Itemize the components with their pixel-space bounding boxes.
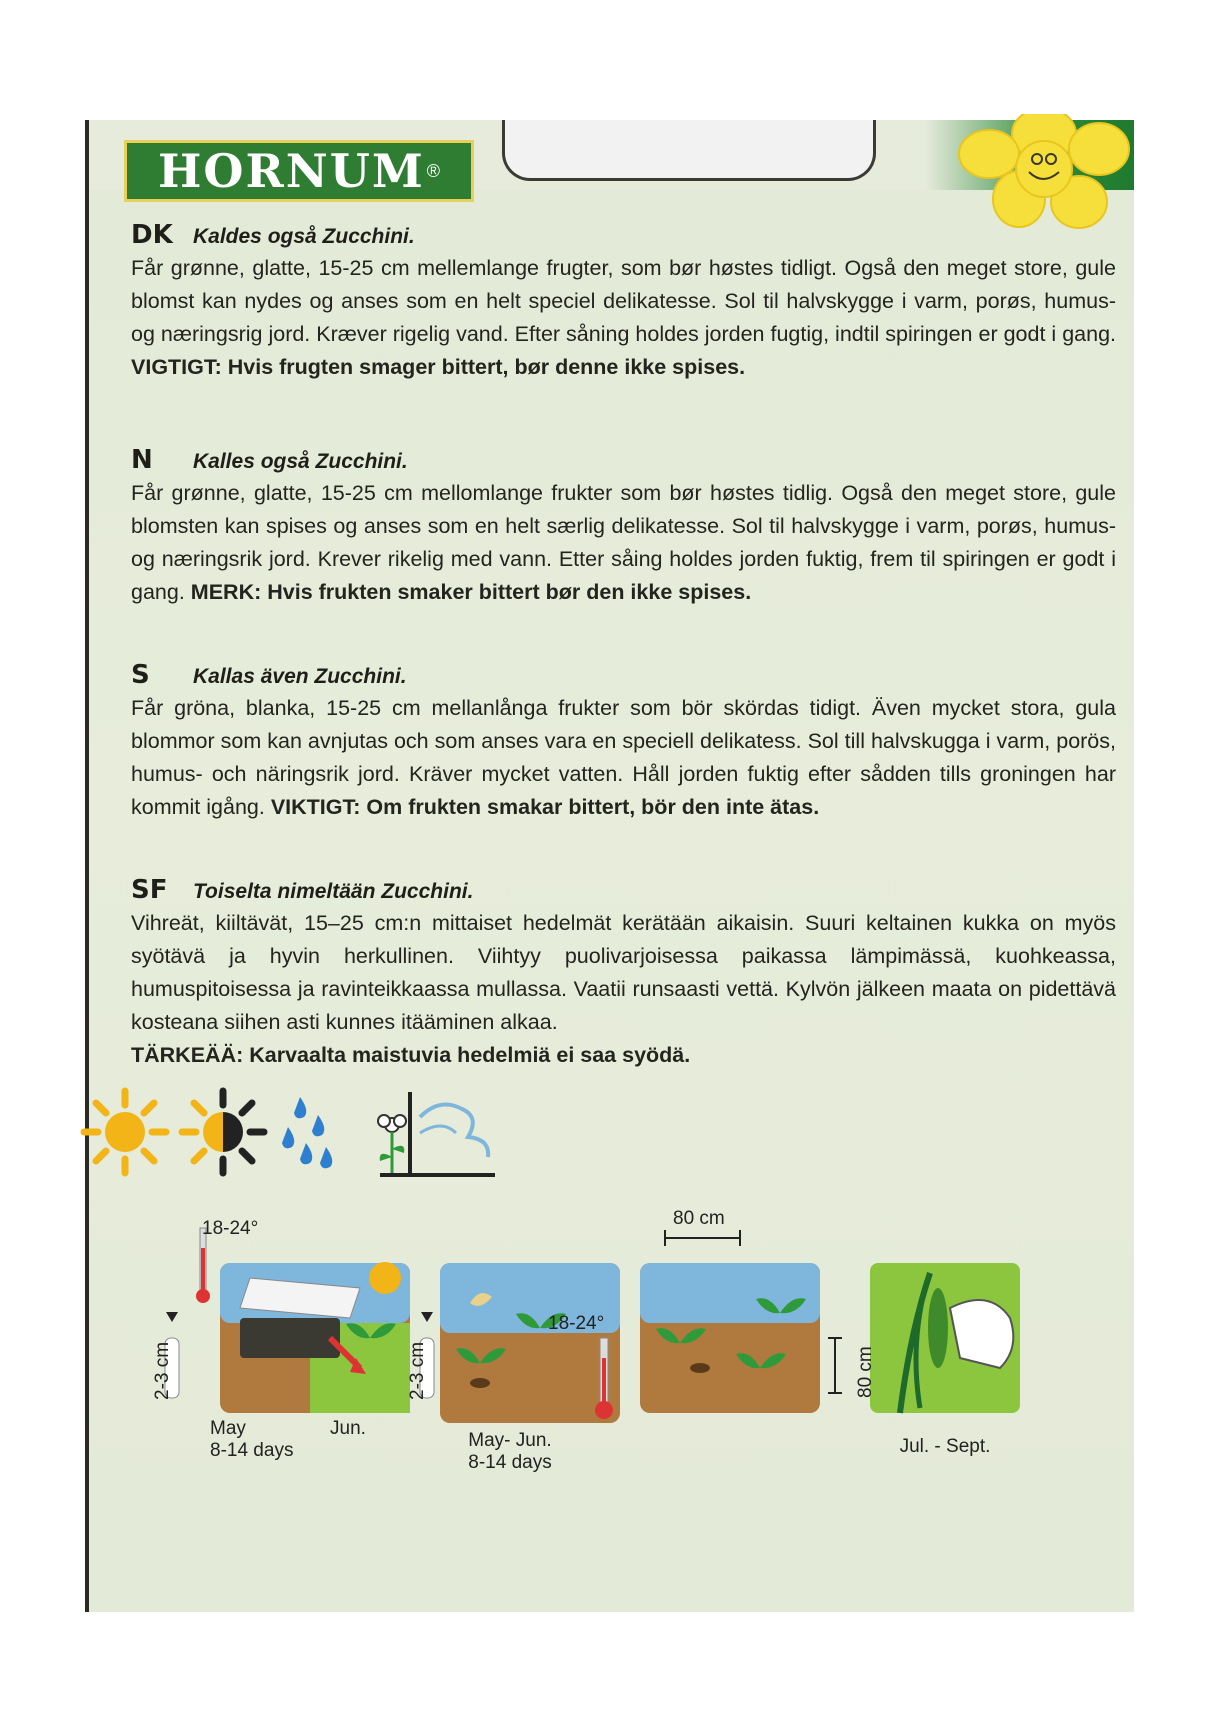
section-n xyxy=(131,445,1116,609)
language-code: S xyxy=(131,660,150,690)
indoor-temp-label: 18-24° xyxy=(202,1218,259,1239)
indoor-days-label: 8-14 days xyxy=(210,1440,294,1461)
section-warning: MERK: Hvis frukten smaker bittert bør den ikke spises. xyxy=(190,580,752,604)
wind-shelter-icon xyxy=(378,1092,495,1175)
section-text xyxy=(131,252,1116,384)
brand-name: HORNUM xyxy=(157,144,425,198)
section-body: Vihreät, kiiltävät, 15–25 cm:n mittaiset hedelmät kerätään aikaisin. Suuri keltainen kukka on myös syötävä ja hyvin herkullinen. Viihtyy puolivarjoisessa paikassa lämpimässä, kuohkeassa, humuspitoisessa ja ravinteikkaassa mullassa. Vaatii runsaasti vettä. Kylvön jälkeen maata on pidettävä kosteana siihen asti kunnes itääminen alkaa. xyxy=(131,911,1116,1034)
section-text xyxy=(131,907,1116,1072)
section-subtitle: Kallas även Zucchini. xyxy=(193,665,407,688)
outdoor-depth-label: 2-3 cm xyxy=(407,1341,428,1400)
harvest-panel xyxy=(870,1263,1020,1413)
plant-spacing-label: 80 cm xyxy=(855,1346,876,1398)
section-text xyxy=(131,692,1116,824)
language-code: DK xyxy=(131,220,173,250)
transplant-month-label: Jun. xyxy=(330,1418,366,1439)
section-subtitle: Kalles også Zucchini. xyxy=(193,450,408,473)
section-warning: VIGTIGT: Hvis frugten smager bittert, bør denne ikke spises. xyxy=(131,355,746,379)
section-body: Får grønne, glatte, 15-25 cm mellemlange frugter, som bør høstes tidligt. Også den meget store, gule blomst kan nydes og anses som en helt speciel delikatesse. Sol til halvskygge i varm, porøs, humus- og næringsrig jord. Kræver rigelig vand. Efter såning holdes jorden fugtig, indtil spiringen er godt i gang. xyxy=(131,256,1116,346)
section-body: Får gröna, blanka, 15-25 cm mellanlånga frukter som bör skördas tidigt. Även mycket stora, gula blommor som kan avnjutas och som anses vara en speciell delikatess. Sol till halvskugga i varm, porös, humus- och näringsrik jord. Kräver mycket vatten. Håll jorden fuktig efter sådden tills groningen har kommit igång. xyxy=(131,696,1116,819)
section-body: Får grønne, glatte, 15-25 cm mellomlange frukter som bør høstes tidlig. Også den meget store, gule blomsten kan spises og anses som en helt særlig delikatesse. Sol til halvskygge i varm, porøs, humus- og næringsrik jord. Krever rikelig med vann. Etter såing holdes jorden fuktig, frem til spiringen er godt i gang. xyxy=(131,481,1116,604)
row-spacing-label: 80 cm xyxy=(673,1208,725,1229)
growing-stages xyxy=(60,1208,1020,1478)
indoor-depth-label: 2-3 cm xyxy=(152,1341,173,1400)
outdoor-days-label: 8-14 days xyxy=(468,1452,552,1473)
language-code: SF xyxy=(131,875,168,905)
indoor-sowing-panel xyxy=(165,1228,410,1413)
growing-conditions xyxy=(80,1087,500,1177)
section-dk xyxy=(131,220,1116,384)
full-sun-icon xyxy=(84,1091,166,1173)
half-shade-icon xyxy=(182,1091,264,1173)
harvest-month-label: Jul. - Sept. xyxy=(899,1436,991,1457)
section-subtitle: Toiselta nimeltään Zucchini. xyxy=(193,880,474,903)
section-sf xyxy=(131,875,1116,1072)
section-subtitle: Kaldes også Zucchini. xyxy=(193,225,415,248)
outdoor-month-label: May- Jun. xyxy=(468,1430,552,1451)
indoor-month-label: May xyxy=(210,1418,246,1439)
section-warning: VIKTIGT: Om frukten smakar bittert, bör den inte ätas. xyxy=(270,795,820,819)
brand-logo xyxy=(124,140,474,202)
section-text xyxy=(131,477,1116,609)
section-s xyxy=(131,660,1116,824)
plant-spacing-panel xyxy=(640,1230,842,1413)
outdoor-temp-label: 18-24° xyxy=(548,1313,605,1334)
smiling-flower-icon xyxy=(949,114,1134,234)
language-code: N xyxy=(131,445,153,475)
section-warning: TÄRKEÄÄ: Karvaalta maistuvia hedelmiä ei saa syödä. xyxy=(131,1043,691,1067)
registered-mark: ® xyxy=(426,160,441,181)
water-drops-icon xyxy=(282,1097,332,1168)
hang-hole xyxy=(502,120,876,181)
outdoor-sowing-panel xyxy=(420,1263,620,1423)
